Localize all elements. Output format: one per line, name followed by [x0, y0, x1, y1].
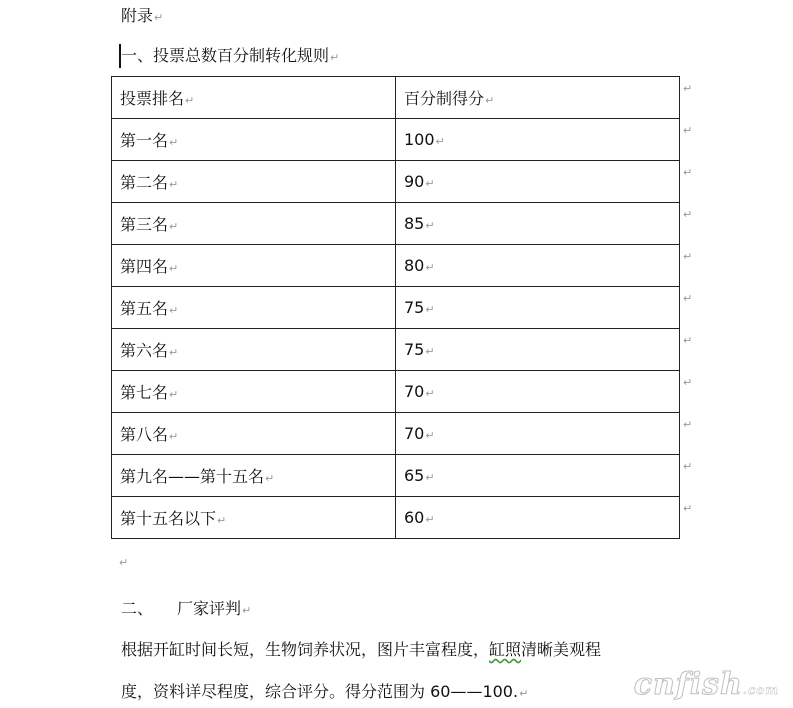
table-row — [112, 329, 680, 371]
rank-cell[interactable]: 第三名↵ — [112, 203, 396, 245]
appendix-title: 附录↵ — [121, 6, 164, 25]
rank-cell[interactable]: 第八名↵ — [112, 413, 396, 455]
cnfish-watermark-logo: cnfish.com — [633, 667, 779, 702]
table-row — [112, 161, 680, 203]
paragraph-mark: ↵ — [330, 51, 340, 64]
score-cell[interactable]: 60↵ — [396, 497, 680, 539]
row-end-mark: ↵ — [683, 124, 693, 137]
table-row — [112, 119, 680, 161]
section1-title: 一、投票总数百分制转化规则↵ — [121, 46, 340, 65]
row-end-mark: ↵ — [683, 208, 693, 221]
table-row — [112, 245, 680, 287]
evaluation-paragraph-line1: 根据开缸时间长短，生物饲养状况，图片丰富程度，缸照清晰美观程 — [121, 640, 602, 659]
score-cell[interactable]: 70↵ — [396, 371, 680, 413]
paragraph-mark: ↵ — [119, 556, 129, 569]
header-cell-rank[interactable]: 投票排名↵ — [112, 77, 396, 119]
row-end-mark: ↵ — [683, 82, 693, 95]
evaluation-paragraph-line2: 度，资料详尽程度，综合评分。得分范围为 60——100.↵ — [121, 682, 529, 701]
table-header-row — [112, 77, 680, 119]
rank-cell[interactable]: 第十五名以下↵ — [112, 497, 396, 539]
row-end-mark: ↵ — [683, 502, 693, 515]
row-end-mark: ↵ — [683, 166, 693, 179]
section2-title: 二、 厂家评判↵ — [121, 599, 252, 618]
row-end-mark: ↵ — [683, 292, 693, 305]
score-cell[interactable]: 75↵ — [396, 287, 680, 329]
row-end-mark: ↵ — [683, 250, 693, 263]
section2-text: 厂家评判 — [177, 599, 242, 618]
score-conversion-table — [111, 76, 680, 539]
score-cell[interactable]: 70↵ — [396, 413, 680, 455]
table-row — [112, 497, 680, 539]
rank-cell[interactable]: 第一名↵ — [112, 119, 396, 161]
spellcheck-squiggle-word: 缸照 — [489, 640, 522, 659]
row-end-mark: ↵ — [683, 376, 693, 389]
header-cell-score[interactable]: 百分制得分↵ — [396, 77, 680, 119]
score-cell[interactable]: 80↵ — [396, 245, 680, 287]
rank-cell[interactable]: 第六名↵ — [112, 329, 396, 371]
score-cell[interactable]: 75↵ — [396, 329, 680, 371]
row-end-mark: ↵ — [683, 418, 693, 431]
score-cell[interactable]: 65↵ — [396, 455, 680, 497]
score-cell[interactable]: 90↵ — [396, 161, 680, 203]
rank-cell[interactable]: 第五名↵ — [112, 287, 396, 329]
table-row — [112, 455, 680, 497]
table-row — [112, 203, 680, 245]
rank-cell[interactable]: 第九名——第十五名↵ — [112, 455, 396, 497]
table-row — [112, 287, 680, 329]
section2-number: 二、 — [121, 599, 154, 618]
rank-cell[interactable]: 第七名↵ — [112, 371, 396, 413]
rank-cell[interactable]: 第二名↵ — [112, 161, 396, 203]
score-cell[interactable]: 100↵ — [396, 119, 680, 161]
paragraph-mark: ↵ — [154, 11, 164, 24]
row-end-mark: ↵ — [683, 334, 693, 347]
table-row — [112, 413, 680, 455]
rank-cell[interactable]: 第四名↵ — [112, 245, 396, 287]
table-row — [112, 371, 680, 413]
score-cell[interactable]: 85↵ — [396, 203, 680, 245]
row-end-mark: ↵ — [683, 460, 693, 473]
